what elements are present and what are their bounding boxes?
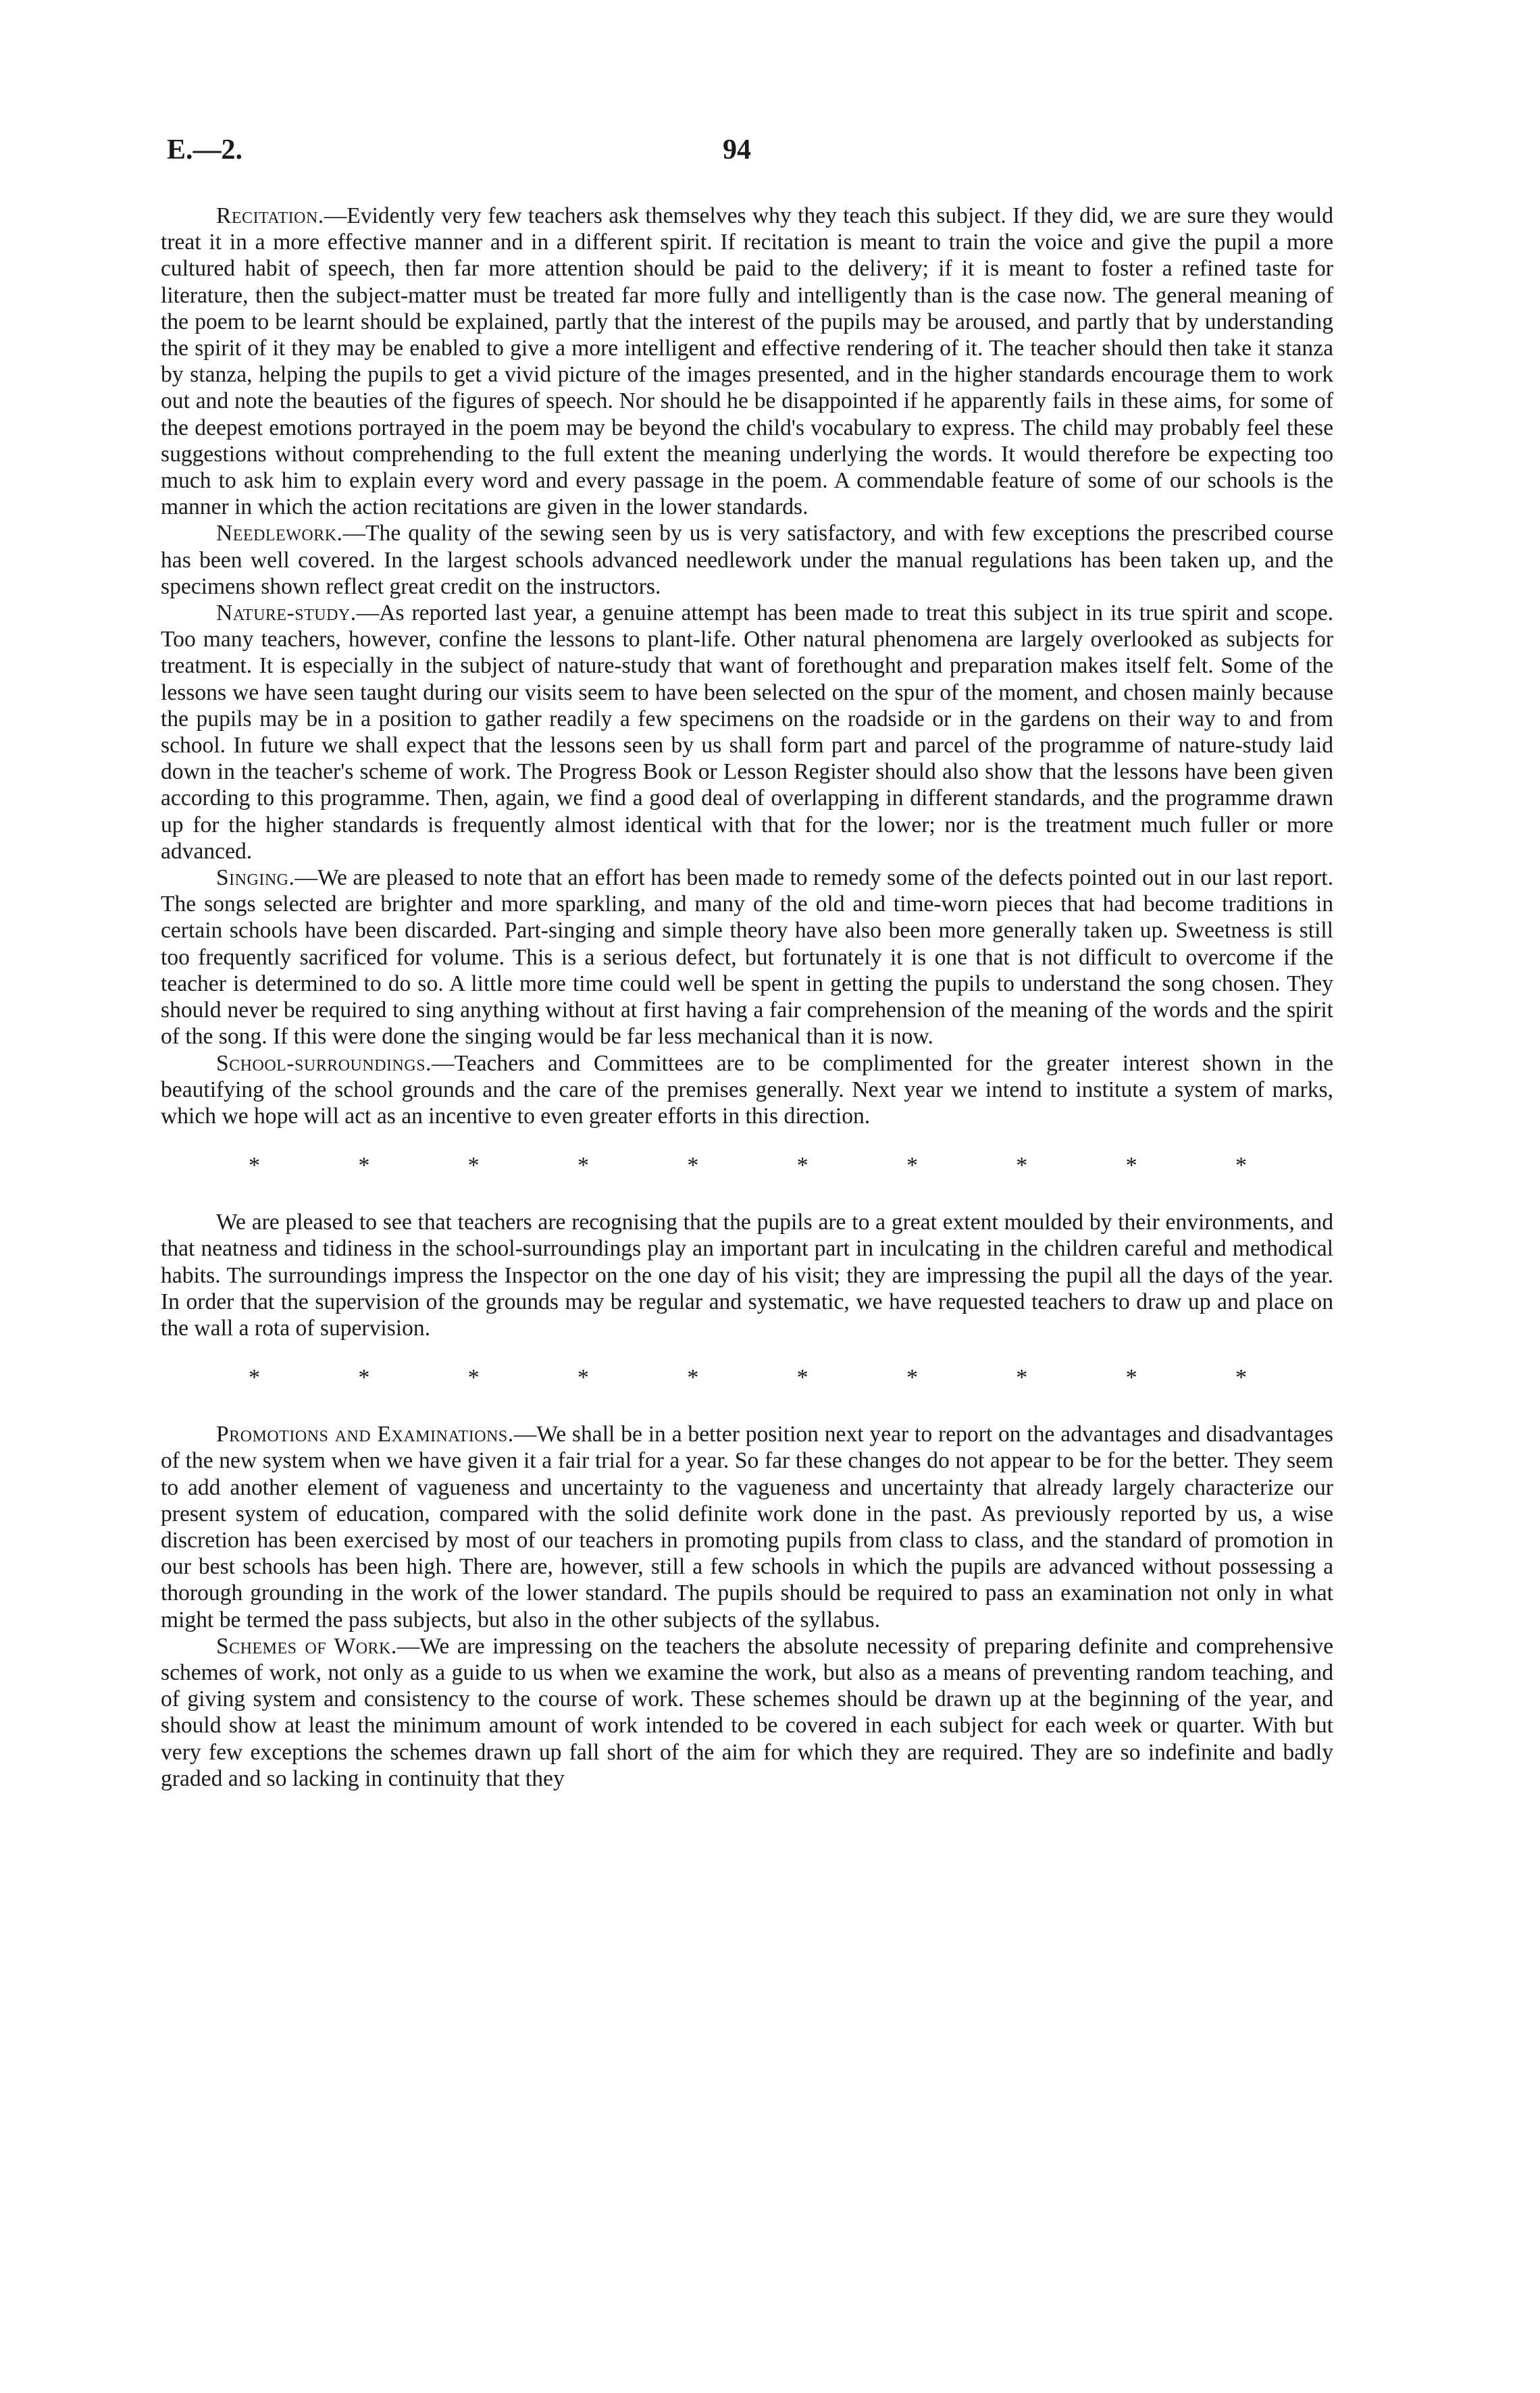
asterisk: *: [796, 1365, 808, 1391]
asterisk-separator: [161, 1364, 1333, 1391]
asterisk-separator: [161, 1152, 1333, 1179]
asterisk: *: [1125, 1153, 1137, 1179]
asterisk: *: [1235, 1153, 1247, 1179]
page-header: [0, 134, 1540, 174]
section-lead: School-surroundings.: [216, 1050, 432, 1076]
paragraph-text: —We are pleased to note that an effort has been made to remedy some of the defects pointed out in our last report. The songs selected are brighter and more sparkling, and many of the old and time-worn pieces that had become traditions in certain schools have been discarded. Part-singing and simple theory have also been more generally taken up. Sweetness is still too frequently sacrificed for volume. This is a serious defect, but fortunately it is one that is not difficult to overcome if the teacher is determined to do so. A little more time could well be spent in getting the pupils to understand the song chosen. They should never be required to sing anything without at first having a fair comprehension of the meaning of the words and the spirit of the song. If this were done the singing would be far less mechanical than it is now.: [161, 865, 1333, 1050]
paragraph-text: —Evidently very few teachers ask themselves why they teach this subject. If they did, we are sure they would treat it in a more effective manner and in a different spirit. If recitation is meant to train the voice and give the pupil a more cultured habit of speech, then far more attention should be paid to the delivery; if it is meant to foster a refined taste for literature, then the subject-matter must be treated far more fully and intelligently than is the case now. The general meaning of the poem to be learnt should be explained, partly that the interest of the pupils may be aroused, and partly that by understanding the spirit of it they may be enabled to give a more intelligent and effective rendering of it. The teacher should then take it stanza by stanza, helping the pupils to get a vivid picture of the images presented, and in the higher standards encourage them to work out and note the beauties of the figures of speech. Nor should he be disappointed if he apparently fails in these aims, for some of the deepest emotions portrayed in the poem may be beyond the child's vocabulary to express. The child may probably feel these suggestions without comprehending to the full extent the meaning underlying the words. It would therefore be expecting too much to ask him to explain every word and every passage in the poem. A commendable feature of some of our schools is the manner in which the action recitations are given in the lower standards.: [161, 203, 1333, 520]
section-lead: Singing.: [216, 865, 295, 891]
asterisk: *: [249, 1153, 260, 1179]
asterisk: *: [358, 1365, 370, 1391]
asterisk: *: [1235, 1365, 1247, 1391]
paragraph-school-surroundings: [161, 1050, 1333, 1130]
asterisk: *: [358, 1153, 370, 1179]
paragraph-text: —The quality of the sewing seen by us is very satisfactory, and with few exceptions the prescribed course has been well covered. In the largest schools advanced needlework under the manual regulations has been taken up, and the specimens shown reflect great credit on the instructors.: [161, 521, 1333, 599]
section-lead: Nature-study.: [216, 600, 357, 626]
asterisk: *: [687, 1153, 699, 1179]
asterisk: *: [906, 1365, 918, 1391]
asterisk: *: [467, 1365, 480, 1391]
asterisk: *: [687, 1365, 699, 1391]
paragraph-needlework: [161, 520, 1333, 600]
paragraph-promotions: [161, 1421, 1333, 1633]
section-lead: Recitation.: [216, 203, 324, 228]
asterisk: *: [577, 1365, 589, 1391]
paragraph-text: —As reported last year, a genuine attempt has been made to treat this subject in its true spirit and scope. Too many teachers, however, confine the lessons to plant-life. Other natural phenomena are largely overlooked as subjects for treatment. It is especially in the subject of nature-study that want of forethought and preparation makes itself felt. Some of the lessons we have seen taught during our visits seem to have been selected on the spur of the moment, and chosen mainly because the pupils may be in a position to gather readily a few specimens on the roadside or in the gardens on their way to and from school. In future we shall expect that the lessons seen by us shall form part and parcel of the programme of nature-study laid down in the teacher's scheme of work. The Progress Book or Lesson Register should also show that the lessons have been given according to this programme. Then, again, we find a good deal of overlapping in different standards, and the programme drawn up for the higher standards is frequently almost identical with that for the lower; nor is the treatment much fuller or more advanced.: [161, 600, 1333, 864]
section-lead: Needlework.: [216, 521, 343, 546]
asterisk: *: [1016, 1153, 1028, 1179]
asterisk: *: [906, 1153, 918, 1179]
paragraph-text: —Teachers and Committees are to be complimented for the greater interest shown in the beautifying of the school grounds and the care of the premises generally. Next year we intend to institute a system of marks, which we hope will act as an incentive to even greater efforts in this direction.: [161, 1050, 1333, 1129]
asterisk: *: [796, 1153, 808, 1179]
asterisk: *: [467, 1153, 480, 1179]
paragraph-environment: We are pleased to see that teachers are recognising that the pupils are to a great extent moulded by their environments, and that neatness and tidiness in the school-surroundings play an important part in inculcating in the children careful and methodical habits. The surroundings impress the Inspector on the one day of his visit; they are impressing the pupil all the days of the year. In order that the supervision of the grounds may be regular and systematic, we have requested teachers to draw up and place on the wall a rota of supervision.: [161, 1210, 1333, 1341]
page-body: [161, 203, 1333, 1792]
paragraph-recitation: [161, 203, 1333, 520]
document-reference: E.—2.: [167, 134, 243, 165]
page-number: 94: [723, 134, 751, 165]
asterisk: *: [577, 1153, 589, 1179]
asterisk: *: [249, 1365, 260, 1391]
section-lead: Promotions and Examinations.: [216, 1422, 514, 1447]
paragraph-schemes-of-work: [161, 1633, 1333, 1792]
paragraph-nature-study: [161, 600, 1333, 865]
asterisk: *: [1016, 1365, 1028, 1391]
paragraph-singing: [161, 865, 1333, 1050]
paragraph-text: —We are impressing on the teachers the absolute necessity of preparing definite and comprehensive schemes of work, not only as a guide to us when we examine the work, but also as a means of preventing random teaching, and of giving system and consistency to the course of work. These schemes should be drawn up at the beginning of the year, and should show at least the minimum amount of work intended to be covered in each subject for each week or quarter. With but very few exceptions the schemes drawn up fall short of the aim for which they are required. They are so indefinite and badly graded and so lacking in continuity that they: [161, 1633, 1333, 1791]
section-lead: Schemes of Work.: [216, 1633, 397, 1659]
paragraph-text: —We shall be in a better position next year to report on the advantages and disadvantages of the new system when we have given it a fair trial for a year. So far these changes do not appear to be for the better. They seem to add another element of vagueness and uncertainty to the vagueness and uncertainty that already largely characterize our present system of education, compared with the solid definite work done in the past. As previously reported by us, a wise discretion has been exercised by most of our teachers in promoting pupils from class to class, and the standard of promotion in our best schools has been high. There are, however, still a few schools in which the pupils are advanced without possessing a thorough grounding in the work of the lower standard. The pupils should be required to pass an examination not only in what might be termed the pass subjects, but also in the other subjects of the syllabus.: [161, 1422, 1333, 1632]
asterisk: *: [1125, 1365, 1137, 1391]
